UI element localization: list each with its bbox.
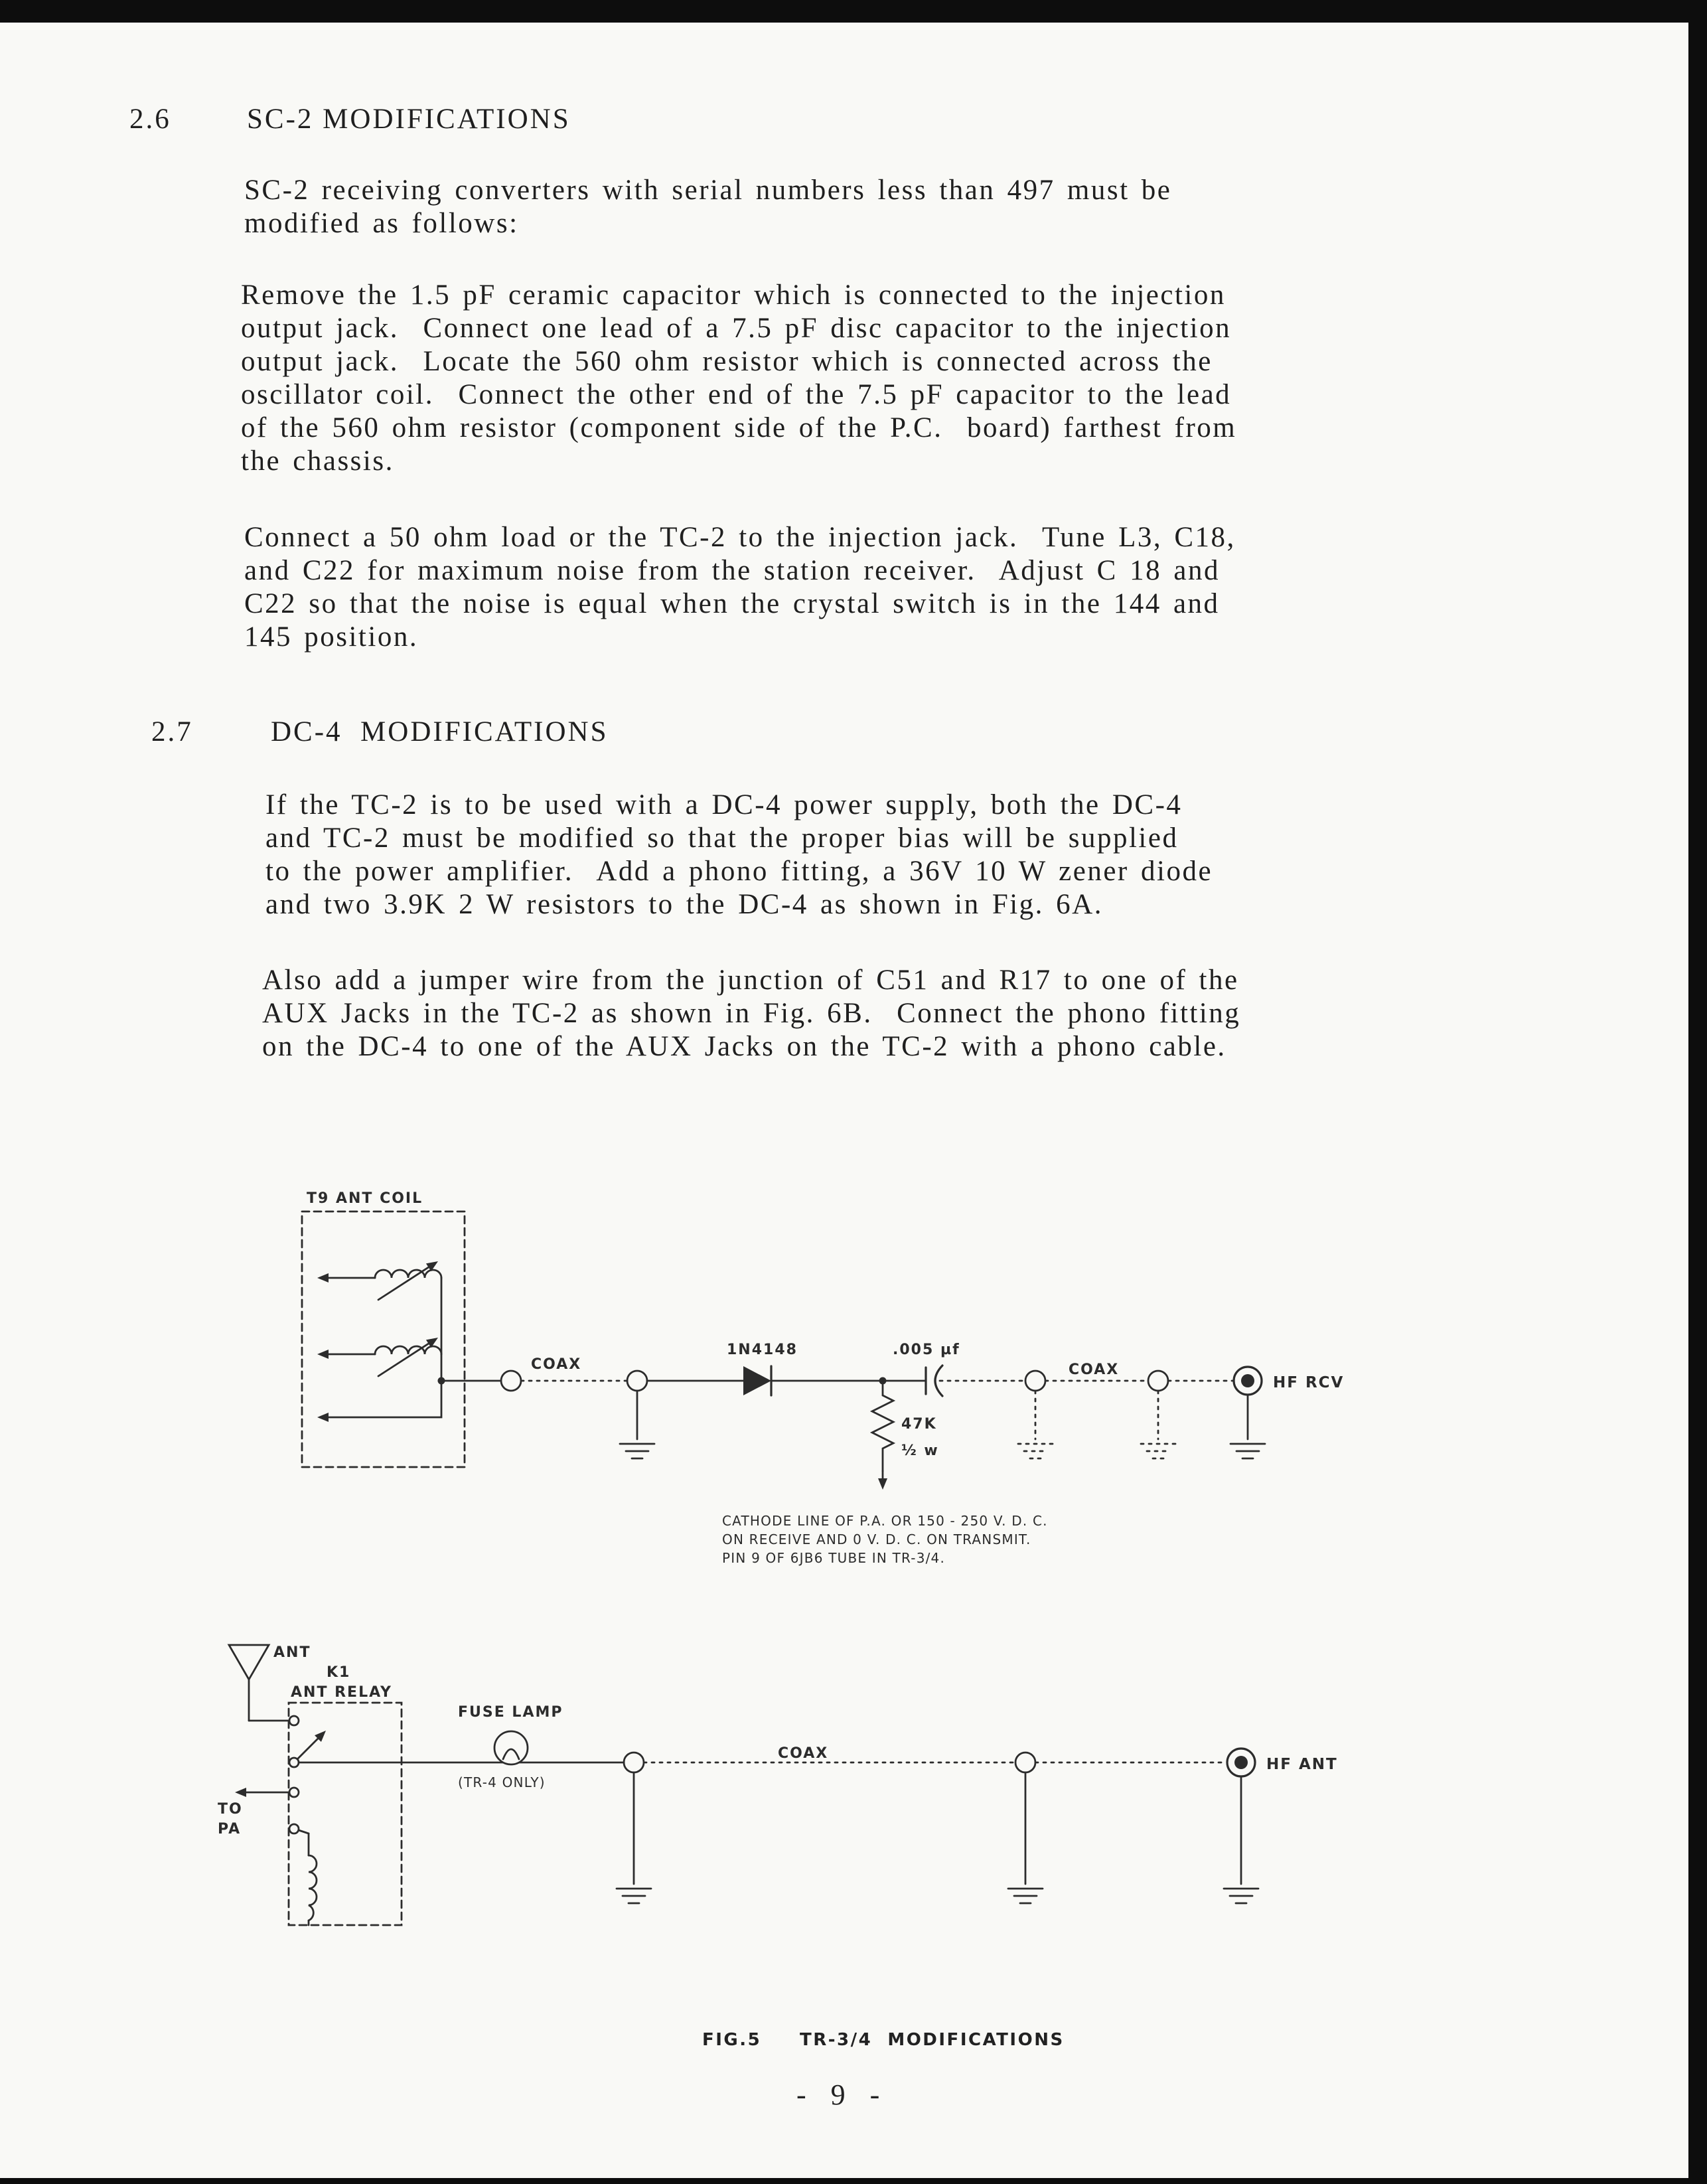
hf-rcv-label: HF RCV — [1273, 1374, 1345, 1391]
tr4-only-label: (TR-4 ONLY) — [458, 1774, 546, 1790]
cathode-note-line-1: CATHODE LINE OF P.A. OR 150 - 250 V. D. C. — [722, 1513, 1048, 1529]
coax-jack — [1025, 1371, 1045, 1391]
relay-contact — [289, 1788, 299, 1797]
text-line: modified as follows: — [244, 208, 519, 239]
text-line: Remove the 1.5 pF ceramic capacitor which is connected to the injection — [241, 279, 1226, 311]
ant-relay-label: ANT RELAY — [291, 1684, 392, 1701]
text-line: output jack. Locate the 560 ohm resistor which is connected across the — [241, 346, 1213, 377]
text-line: If the TC-2 is to be used with a DC-4 power supply, both the DC-4 — [265, 789, 1183, 820]
capacitor-label: .005 µf — [893, 1342, 960, 1358]
pa-label: PA — [218, 1821, 242, 1837]
text-line: and two 3.9K 2 W resistors to the DC-4 as shown in Fig. 6A. — [265, 889, 1103, 920]
page-number: - 9 - — [796, 2078, 883, 2111]
receive-line-schematic — [302, 1190, 1344, 1566]
coil-winding — [375, 1346, 441, 1354]
t9-ant-coil-label: T9 ANT COIL — [307, 1190, 423, 1207]
fuse-lamp — [458, 1704, 563, 1790]
k1-label: K1 — [327, 1664, 351, 1681]
ground-symbol — [620, 1444, 654, 1458]
text-line: on the DC-4 to one of the AUX Jacks on the TC-2 with a phono cable. — [262, 1031, 1226, 1062]
cathode-note-line-3: PIN 9 OF 6JB6 TUBE IN TR-3/4. — [722, 1550, 946, 1566]
section-2-7-number: 2.7 — [151, 716, 193, 747]
coax-label-1: COAX — [531, 1356, 582, 1373]
section-2-6-title: SC-2 MODIFICATIONS — [247, 104, 571, 135]
ant-label: ANT — [273, 1644, 311, 1661]
relay-contact — [289, 1716, 299, 1725]
text-line: and TC-2 must be modified so that the proper bias will be supplied — [265, 822, 1179, 854]
relay-contact — [289, 1824, 299, 1833]
coax-jack — [627, 1371, 647, 1391]
text-line: of the 560 ohm resistor (component side of the P.C. board) farthest from — [241, 412, 1237, 443]
capacitor-005uf — [883, 1342, 960, 1396]
diode-label: 1N4148 — [727, 1342, 798, 1358]
antenna-line-schematic — [218, 1644, 1338, 1925]
resistor-47k — [872, 1385, 939, 1490]
fuse-lamp-label: FUSE LAMP — [458, 1704, 563, 1721]
text-line: SC-2 receiving converters with serial numbers less than 497 must be — [244, 175, 1172, 206]
section-2-7-title: DC-4 MODIFICATIONS — [271, 716, 609, 747]
ground-symbol — [1224, 1889, 1258, 1903]
text-line: the chassis. — [241, 445, 394, 477]
text-line: to the power amplifier. Add a phono fitting, a 36V 10 W zener diode — [265, 856, 1213, 887]
text-line: AUX Jacks in the TC-2 as shown in Fig. 6B. Connect the phono fitting — [262, 998, 1241, 1029]
figure-caption: FIG.5 TR-3/4 MODIFICATIONS — [702, 2030, 1065, 2050]
ground-symbol — [1141, 1444, 1175, 1458]
cathode-note — [722, 1513, 1048, 1566]
text-line: oscillator coil. Connect the other end of the 7.5 pF capacitor to the lead — [241, 379, 1232, 410]
t9-coil-dashed-box — [302, 1211, 465, 1467]
relay-dashed-box — [289, 1703, 402, 1925]
coax-label-3: COAX — [778, 1745, 829, 1762]
text-line: and C22 for maximum noise from the station receiver. Adjust C 18 and — [244, 555, 1220, 586]
relay-coil — [309, 1855, 317, 1920]
resistor-value-label: 47K — [901, 1416, 937, 1433]
coax-jack — [624, 1753, 644, 1772]
coax-jack — [1148, 1371, 1168, 1391]
relay-contact — [289, 1758, 299, 1767]
coil-winding — [375, 1270, 441, 1278]
ground-symbol — [1008, 1889, 1043, 1903]
ground-symbol — [1230, 1444, 1265, 1458]
resistor-watts-label: ½ w — [901, 1443, 939, 1459]
section-2-6-number: 2.6 — [129, 104, 171, 135]
coax-jack — [1015, 1753, 1035, 1772]
antenna-symbol — [229, 1644, 311, 1721]
text-line: output jack. Connect one lead of a 7.5 pF disc capacitor to the injection — [241, 313, 1232, 344]
text-line: C22 so that the noise is equal when the crystal switch is in the 144 and — [244, 588, 1220, 619]
diode-1n4148 — [727, 1342, 798, 1395]
text-line: 145 position. — [244, 621, 419, 653]
hf-ant-connector — [1224, 1749, 1338, 1903]
hf-rcv-connector — [1230, 1367, 1344, 1458]
to-label: TO — [218, 1801, 243, 1818]
coax-label-2: COAX — [1069, 1362, 1120, 1378]
text-line: Also add a jumper wire from the junction of C51 and R17 to one of the — [262, 965, 1239, 996]
k1-ant-relay — [289, 1664, 402, 1925]
ground-symbol — [1018, 1444, 1053, 1458]
t9-ant-coil — [302, 1190, 465, 1467]
ground-symbol — [617, 1889, 651, 1903]
text-line: Connect a 50 ohm load or the TC-2 to the injection jack. Tune L3, C18, — [244, 522, 1236, 553]
hf-ant-label: HF ANT — [1266, 1756, 1338, 1773]
to-pa-tap — [218, 1788, 289, 1837]
coax-jack — [501, 1371, 521, 1391]
cathode-note-line-2: ON RECEIVE AND 0 V. D. C. ON TRANSMIT. — [722, 1531, 1031, 1547]
